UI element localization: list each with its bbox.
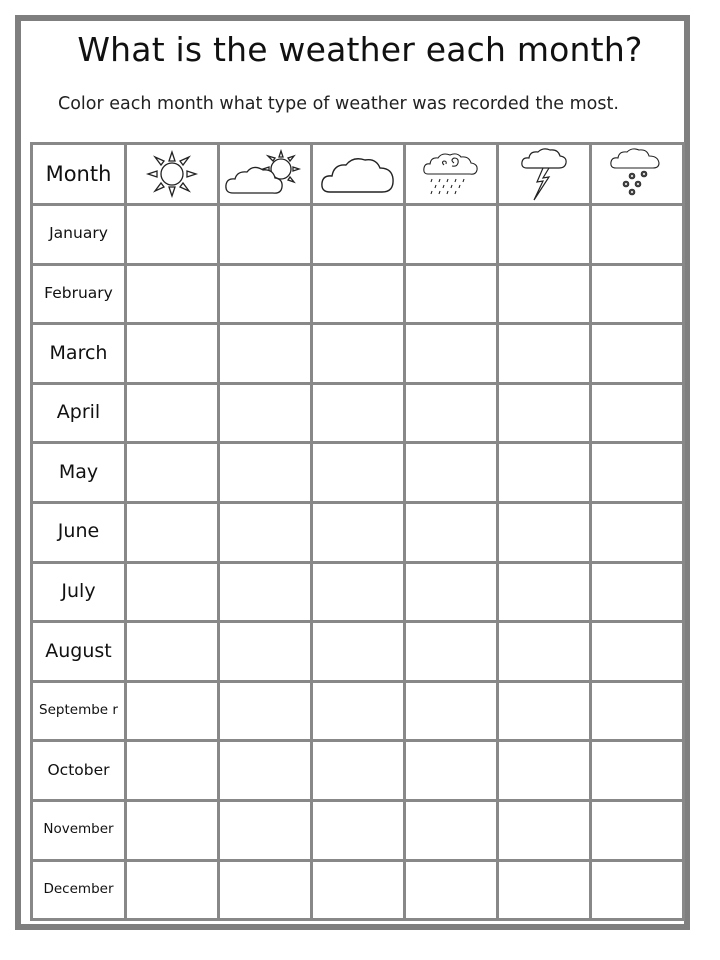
weather-cell[interactable] [312,205,405,265]
weather-cell[interactable] [312,324,405,384]
weather-cell[interactable] [219,324,312,384]
month-label: November [32,800,126,860]
weather-cell[interactable] [405,562,498,622]
partly-cloudy-icon [223,149,307,199]
weather-cell[interactable] [405,205,498,265]
worksheet-instructions: Color each month what type of weather was recorded the most. [58,94,619,114]
worksheet-title: What is the weather each month? [77,30,643,69]
table-row [32,860,684,920]
weather-cell[interactable] [126,562,219,622]
weather-cell[interactable] [591,502,684,562]
weather-cell[interactable] [405,681,498,741]
table-row [32,622,684,682]
weather-cell[interactable] [126,324,219,384]
weather-cell[interactable] [312,681,405,741]
snow-column-header [591,144,684,205]
weather-cell[interactable] [219,443,312,503]
weather-cell[interactable] [591,741,684,801]
table-row [32,681,684,741]
weather-cell[interactable] [405,622,498,682]
weather-cell[interactable] [591,383,684,443]
weather-cell[interactable] [591,622,684,682]
month-label: March [32,324,126,384]
weather-cell[interactable] [126,741,219,801]
weather-cell[interactable] [126,502,219,562]
weather-cell[interactable] [405,741,498,801]
weather-cell[interactable] [498,324,591,384]
month-label: January [32,205,126,265]
weather-cell[interactable] [219,383,312,443]
weather-cell[interactable] [219,264,312,324]
table-row [32,205,684,265]
weather-cell[interactable] [219,681,312,741]
rain-cloud-icon [420,148,482,200]
weather-cell[interactable] [126,622,219,682]
weather-cell[interactable] [405,443,498,503]
weather-cell[interactable] [498,681,591,741]
snow-cloud-icon [608,146,666,202]
weather-cell[interactable] [312,800,405,860]
month-label: May [32,443,126,503]
weather-cell[interactable] [591,562,684,622]
weather-cell[interactable] [126,800,219,860]
table-row [32,383,684,443]
table-row [32,324,684,384]
weather-cell[interactable] [219,741,312,801]
weather-cell[interactable] [405,860,498,920]
weather-cell[interactable] [591,681,684,741]
weather-cell[interactable] [126,205,219,265]
table-row [32,443,684,503]
table-row [32,562,684,622]
table-row [32,800,684,860]
weather-cell[interactable] [405,800,498,860]
month-label: August [32,622,126,682]
thunderstorm-icon [519,146,569,202]
thunder-column-header [498,144,591,205]
month-column-header: Month [32,144,126,205]
month-label: April [32,383,126,443]
weather-cell[interactable] [405,502,498,562]
sun-column-header [126,144,219,205]
weather-cell[interactable] [498,502,591,562]
weather-cell[interactable] [219,502,312,562]
weather-cell[interactable] [498,264,591,324]
sun-icon [142,148,202,200]
cloud-column-header [312,144,405,205]
weather-cell[interactable] [219,205,312,265]
weather-table [30,142,685,921]
weather-cell[interactable] [312,741,405,801]
month-label: Septembe r [32,681,126,741]
weather-cell[interactable] [219,860,312,920]
month-label: December [32,860,126,920]
weather-cell[interactable] [312,264,405,324]
weather-cell[interactable] [405,264,498,324]
weather-cell[interactable] [591,264,684,324]
month-label: February [32,264,126,324]
table-row [32,741,684,801]
weather-cell[interactable] [405,383,498,443]
weather-cell[interactable] [498,443,591,503]
month-label: July [32,562,126,622]
weather-cell[interactable] [591,205,684,265]
weather-cell[interactable] [498,800,591,860]
weather-cell[interactable] [312,562,405,622]
weather-cell[interactable] [312,443,405,503]
weather-cell[interactable] [219,562,312,622]
weather-cell[interactable] [498,622,591,682]
weather-cell[interactable] [498,383,591,443]
month-label: June [32,502,126,562]
weather-cell[interactable] [219,800,312,860]
weather-cell[interactable] [312,383,405,443]
weather-cell[interactable] [126,264,219,324]
weather-cell[interactable] [498,741,591,801]
weather-cell[interactable] [591,860,684,920]
weather-cell[interactable] [312,502,405,562]
weather-cell[interactable] [312,860,405,920]
weather-cell[interactable] [126,383,219,443]
partly-cloudy-column-header [219,144,312,205]
weather-cell[interactable] [591,324,684,384]
weather-cell[interactable] [498,562,591,622]
rain-column-header [405,144,498,205]
table-row [32,502,684,562]
weather-cell[interactable] [312,622,405,682]
weather-cell[interactable] [591,443,684,503]
weather-cell[interactable] [498,860,591,920]
month-label: October [32,741,126,801]
table-row [32,264,684,324]
weather-cell[interactable] [219,622,312,682]
table-header-row [32,144,684,205]
weather-cell[interactable] [126,681,219,741]
weather-cell[interactable] [591,800,684,860]
weather-cell[interactable] [405,324,498,384]
weather-cell[interactable] [498,205,591,265]
weather-cell[interactable] [126,860,219,920]
cloud-icon [318,150,398,198]
weather-cell[interactable] [126,443,219,503]
